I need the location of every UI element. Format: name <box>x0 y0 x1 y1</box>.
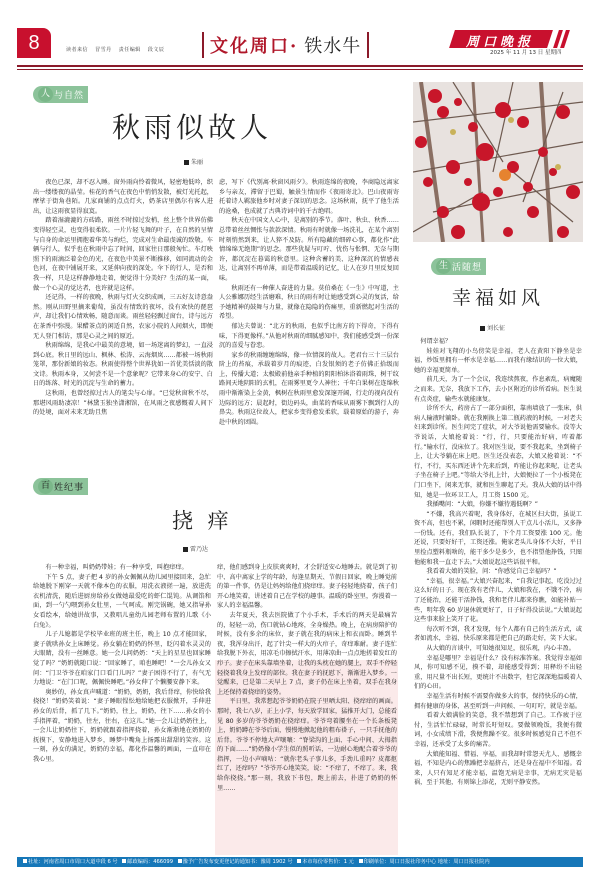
paragraph: 何谓幸福？ <box>420 338 452 345</box>
masthead-divider-right <box>367 32 369 58</box>
paragraph: 虑，写下《代别离·秋窗风雨夕》。秋雨连绵的夜晚，李商隐远离家乡与亲友，滞留于巴蜀，触景生情而作《夜雨寄北》。巴山夜雨寄托着诗人羁旅他乡时对妻子深切的思念。这场秋雨，抚平了他生活的沧桑，也成就了古典诗词中的千古绝唱。 <box>219 179 399 215</box>
editor-credits <box>66 46 169 53</box>
article1-column-1 <box>33 178 213 470</box>
author-name: 雷乃达 <box>190 546 209 553</box>
article1-column-2 <box>219 178 399 470</box>
paragraph: 看着大娘满脸的笑意，我不禁想到了自己。工作疲于应付，生活忙忙碌碌，时常长吁短叹。要做领晚饭，我便有微词，小女成绩下滑，我便焦躁不安。很多时候感觉自己不但不幸福，还承受了太多的痛苦。 <box>414 712 582 748</box>
paragraph: 夜色已深，却不忍入睡。窗外雨向怜着微风，轻密地低吟，织出一缕缕夜的晶莹。桂花的香气在夜色中悄悄发散，被灯光托起，摩挲于街角巷陌。几家商铺的点点灯火，奶茶店里偶尔有客人进出，让这雨夜显得寂寞。 <box>33 179 213 215</box>
paragraph: 去年夏天，我去医院做了个小手术，手术后的两天是最痛苦的，轻轻一动，伤口就钻心地疼，全身燥热。晚上，在病房陪护的时候，没有多余的床位，妻子就在我的病床上和衣而卧。睡到半夜，我浑身出汗，起了针尖一样大的火疖子，奇痒难耐。妻子连忙给我脱下外衣，用凉毛巾擦拭汗水，用薄凉曲一点点地搓着发红的疖子。妻子在床头靠墙坐着，让我的头枕在她的腿上，双手不停轻轻挠着我身上发痒的部位。我在妻子的抚慰下，渐渐进入梦乡。一觉醒来，已是第二天早上 7 点，妻子仍在床上坐着，双手在我身上还保持着挠痒的姿势。 <box>217 611 397 696</box>
logo-text: 周口晚报 <box>466 35 535 50</box>
paragraph: 奥妙的，孙女真声喊道：“奶奶，奶奶，我后背痒，你快给我挠挠！”奶奶笑着说：“妻子睡眼惺忪地给她把衣服掀开，手伸进孙女的后背，抓了几下。”奶奶，往上，奶奶，往下……孙女的小手指挥着，“奶奶，往左，往右，在这儿。”她一会儿让奶奶往上，一会儿让奶奶往下，奶奶就跟着指挥挠着，孙女渐渐地在奶奶的抚摸下，安静地进入梦乡，睡梦中嘴角上扬露出甜甜的笑容。这一刻，孙女的满足，奶奶的幸福，都化作温馨的画面，一直印在我心里。 <box>33 688 211 763</box>
paragraph: 幸福生活有时候不需要你做多大的事，保持快乐的心情，拥有健康的身体，甚至听到一声问候、一句叮咛，就是幸福。 <box>414 692 582 710</box>
footer-square-icon <box>23 859 27 863</box>
byline-square-icon <box>184 160 189 165</box>
paragraph: 我看着大娘的笑脸，问：“你感觉自己幸福吗？” <box>426 568 557 576</box>
paragraph: 前几天，为了一个会议，我连续熬夜，作息紊乱，病魔随之而来。无奈，我放下工作，去小区附近的诊所看病。医生说有点炎症，输些水就能康复。 <box>414 376 582 403</box>
section-badge-life <box>431 258 486 275</box>
footer-price: 本市每份零售价：1 元 <box>302 859 354 865</box>
article-title: 秋雨似故人 <box>112 111 273 144</box>
footer-square-icon <box>122 859 126 863</box>
page-header <box>0 0 600 60</box>
section-masthead <box>202 30 369 60</box>
section-badge-people <box>33 478 88 495</box>
badge-label: 与自然 <box>54 91 85 101</box>
page-number: 8 <box>17 28 51 58</box>
footer-address: 社址：河南省周口市周口大道中段 6 号 <box>28 859 118 865</box>
badge-label: 活随想 <box>452 263 483 273</box>
footer-square-icon <box>297 859 301 863</box>
paragraph: 郁达夫曾说：“北方的秋雨，也似乎比南方的下得奇，下得有味，下得更像样。”从他对秋雨的细腻感知中，我们能感受到一份深沉的喜爱与眷恋。 <box>219 322 399 350</box>
article3-body <box>414 337 582 857</box>
paragraph: 儿子儿媳都是学校毕业班的班主任，晚上 10 点才能回家，妻子就哄孙女上床睡觉。孙女躺在奶奶的怀里，眨闪着水灵灵的大眼睛，没有一丝睡意。她一会儿问奶奶：“天上的星星也回家睡觉了吗？”奶奶就随口说：“回家睡了，咱也睡吧！”一会儿孙女又问：“门卫爷爷在咱家门口看门儿吗？”妻子困得不行了，有气无力地说：“在门口呢，佩佩快睡吧。”孙女伸了个懒腰安静下来。 <box>33 631 211 687</box>
issue-date: 2025 年 11 月 13 日 星期四 <box>490 50 562 56</box>
paragraph: “幸福，很幸福。”大娘兴奋起来，“自我记事起，吃没过过这么好的日子。现在我有老伴儿，大娘和我在，不饿不冷，病了还能治，还能干活挣钱，我和老伴儿都来你瞧，如能补贴一些，明年我 60 岁退休就更好了，日子好得没法说。”大娘说起这些事来脸上笑开了花。 <box>414 577 582 624</box>
paragraph: 踏着湿漉漉的方砖路，雨丝不时掠过发梢，丝上整个世界仿佛变得轻空灵，也变得很柔软。一片片轻飞舞的叶子，在自然的呈情与自身的命运里拥抱着华美与绚烂，完成对生命最虔诚的致敬。车辆与行人，似乎也在秋雨中忘了时间，回家往日那般匆忙。车灯映照下的雨滴泛着金色的光，在夜色中美景不断推移，如同流动的金色河，在夜中铺展开来，又延伸向夜的深处。伞下的行人，是否和我一样，只是这样静静地走着，便觉得十分美好？生活的某一面，做一个心灵的觉达者，也许就是这样。 <box>33 217 213 292</box>
masthead-subtitle: 铁水牛 <box>304 36 362 57</box>
footer-square-icon <box>359 859 363 863</box>
badge-first-char: 百 <box>38 479 53 494</box>
newspaper-logo <box>452 30 572 50</box>
footer-printer: 印刷单位：周口日报社印务中心 地址：周口日报社院内 <box>363 859 490 865</box>
footer-postcode: 邮政编码：466099 <box>127 859 174 865</box>
paragraph: 痒，他们感到身上皮肤爽爽时，才会舒适安心地睡去。就是到了初中、高中离家上学的年龄，每逢星期天、节假日回家，晚上睡觉前的第一件事，仍是让妈妈给他们挠痒痒。妻子轻轻地挠着，孩子们开心地笑着，讲述着自己在学校的趣事。温暖的卧室里，弥漫着一家人的幸福温馨。 <box>217 564 397 610</box>
footer-square-icon <box>178 859 182 863</box>
article2-column-1 <box>33 563 211 855</box>
byline-square-icon <box>183 547 188 552</box>
footer-bar <box>17 857 583 867</box>
paragraph: 幸福是哪里？幸福是什么？没有标准答案。我觉得幸福如风，你可知感不见，摸不着，却能感受得到；用释纷不出轻重，用尺量不出长短，更统计不出数字，但它深深地温暖着人们的心田。 <box>414 654 582 691</box>
paragraph: 还记得，一样的夜晚，秋雨与灯火交织成画，三五好友诗意盎然。刚从田野里摘来葡萄，虽没有情致的夜坏，没有欢快的琵琶声，却让我们心情欢畅，随意而谈。雨丝轻轻飘过窗台，诗与远方在茶香中弥漫。果醋茶点的闲适自然，农家小院的人间烟火，即便无人登门相访，那是心灵之间的原近。 <box>33 294 213 340</box>
article-title: 挠 痒 <box>172 509 233 533</box>
masthead-title: 文化周口· <box>210 36 299 57</box>
article2-column-2 <box>217 563 397 855</box>
article-title: 幸福如风 <box>452 287 545 309</box>
paragraph: 诊所不大，药房占了一部分面积，靠南墙放了一张床，供病人输液时躺卧。就在我刚换上第二瓶药液的时候，一对老夫妇来到诊所。医生问完了症状，对大爷说他需要输水。没等大爷说话，大娘抢着说：“行，行，只要能治好病，咋着都行。”输水行，没床位了。我对医生说，要不我起来，坐到椅子上，让大爷躺在床上吧。医生还没表态，大娘又抢着说：“不行，不行，买东西还讲个先来后到，咋能让你起来呢，让老头子坐在椅子上吧。”等给大爷扎上针，大娘便拉了一个小板凳在门口坐下，闲来无事，就和医生聊起了天。我从大娘的话中得知，她是一位环卫工人，月工资 1500 元。 <box>414 405 582 499</box>
editor-role-1: 读者来信 <box>66 47 89 53</box>
section-badge-nature <box>33 86 88 103</box>
red-crabapple-photo <box>413 82 583 242</box>
article-byline <box>480 323 505 332</box>
paragraph: 从大娘的言谈中，可知她很知足，很乐观，内心丰盈。 <box>426 645 575 652</box>
paragraph: 每次听不到，我才发现，每个人都有自己的生活方式，或者如流水，幸福、快乐原来都是把自己的路走好，笑下大家。 <box>414 625 582 643</box>
footer-ad-license: 豫予广告发布变更登记的通知书：豫周 1902 号 <box>182 859 293 865</box>
editor-name-1: 冒雪丹 <box>95 47 112 53</box>
paragraph: 秋雨还有一种催人奋进的力量。莫伯桑在《一生》中写道，主人公雅娜历经生活磨难，秋日的雨有时让她感受到心灵的复活，给予她精神的鼓舞与力量，就像在隐隐的伤痛里，重新燃起对生活的希望。 <box>219 284 399 321</box>
paragraph: 平日里，我常想起爷爷奶奶在院子里晒太阳、挠痒痒的画面。那时，我七八岁，正上小学，每天放学回家，猛推开大门，总能看见 80 多岁的爷爷奶奶在挠痒痒。爷爷弯着腰坐在一个长条板凳上，奶奶蹲在爷爷后面，慢慢地掀起他的粗布褂子，一只手抚他的后背。爷爷不停地大声嚷嚷：“脊梁沟的上面、手心中间、大拇指的下面……”奶奶像小学生似的照听话，一边耐心地配合着爷爷的指挥，一边小声嘀咕：“就你老头子事儿多，手劲儿重吗？皮都抠红了，还痒吗？”爷爷开心地笑笑，说：“不痒了，不痒了。来，我给你挠挠。”那一刻，我放下书包，跑上前去，扑进了奶奶的怀里…… <box>217 698 397 792</box>
paragraph: 下午 5 点，妻子把 4 岁的孙女佩佩从幼儿园里接回来，急忙给她脱下刚穿一天就不像本色的衣服，用洗衣液搓一遍，放进洗衣机清洗，随后进厨房给孙女做她最爱吃的虾仁馄饨。从调馅和面，到一勺勺喂到孙女肚里，一气呵成。刚完锅碗，她又指导孙女看绘本，给她讲故事，又教唱儿童幼儿园老师布置的儿歌《小白兔》。 <box>33 573 211 629</box>
author-name: 刘长征 <box>487 325 506 332</box>
badge-label: 姓纪事 <box>54 483 85 493</box>
byline-square-icon <box>480 326 485 331</box>
badge-first-char: 人 <box>38 87 53 102</box>
paragraph: 这秋雨，也曾经掠过古人的笔尖与心扉。“已觉秋窗秋不尽，那堪风雨助凄凉！”林黛玉独坐潇湘馆，在风雨之夜感慨着人间下的处境，面对未来无助且焦 <box>33 390 213 417</box>
article-byline <box>183 544 208 553</box>
paragraph: 秋天在中国文人心中，是离别的季节。落叶、秋虫、秋香……总带着丝丝惆怅与款款深情。秋雨有时就像一场洗礼，在某个离别时刻悄然到来，让人猝不及防。所有隐藏的细碎心事，都化作“此情绵绵无绝期”的思念。那些犹疑与叮咛、忧伤与怅惘、无奈与期许，都沉淀在暮霭的秋意里。这种含蓄的美、这种深沉的情感表达，让离别不再单薄，而是带着温暖的记忆，让人在岁月里反复回味。 <box>219 217 399 282</box>
editor-role-2: 责任编辑 <box>118 47 141 53</box>
badge-first-char: 生 <box>436 259 451 274</box>
author-name: 朱丽 <box>191 159 204 166</box>
paragraph: “不嫌，我高兴着呢，我身体好，在城区扫大街，虽说工资不高，但也不累，闲暇时还能帮别人干点儿小活儿，又多挣一份钱。还有，我们队长说了，下个月工资要涨 100 元。他还说，只要好好干，工资还涨。俺家老头儿身体不大好，平日里捡点塑料瓶啥的，能干多少是多少，也不指望他挣钱，只图他能和我一直走下去。”大娘说起这些话很平和。 <box>414 510 582 566</box>
paragraph: 大娘能知福、惜福、享福，而我却时常怨天尤人、感慨幸福，不知是内心的焦躁把幸福挤占，还是身在福中不知福。看来，人只有知足才能幸福，温饱无病是幸事，无病无灾是福祸，至于其他，有则锦上添花，无则平静安然。 <box>414 750 582 787</box>
paragraph: 有一种幸福，叫奶奶带娃；有一种享受，叫抱痒痒。 <box>45 564 188 571</box>
paragraph: 娃娃对飞翔的小鸟傍笑是幸福，老人在黄阳下静坐是幸福，炒饭里拥有一杯水是幸福……而我有缘结识的一位大娘，她的幸福更简单。 <box>414 347 582 374</box>
paragraph: 秋雨绵绵，是我心中最美的意境，如一场迷离的梦幻，一直浸到心底。秋日里的远山、枫林、松涛、云海烟岚……都被一场秋雨笼罩，那份新娘的妆态。秋雨使得整个世界犹如一首优美恬淡的散文诗。秋雨本身，又何尝不是一个意象呢？它带来身心的安宁、白日的练落、时光的沉淀与生命的蓄力。 <box>33 342 213 388</box>
article-byline <box>184 157 203 166</box>
header-rule-thin <box>17 69 583 70</box>
header-rule <box>17 65 583 67</box>
photo-illustration <box>413 82 583 242</box>
editor-name-2: 段文辰 <box>147 47 165 53</box>
paragraph: 家乡的秋雨缠缠绵绵，像一位情深的故人。老君台三十三层台阶上的苔痕，承载着岁月的痕迹，白发银须的老子仿佛正拾级而上，传播大道；太极殿前他亲手种植的阴阳柏沐浴着雨珠，树干纹路间天地阴阳的玄机，在雨雾里更令人神往；千年白果树在连绵秋雨中渐渐染上金黄，枫树在秋雨里愈发深邃开阔，行走的视向没有边际的远方；晨起时，街边码头，曲菜的香味从雨雾下飘到行人的鼻尖。秋雨这位故人，把家乡变得愈发柔软，载着原始的游子，奔赴中秋的团圆。 <box>219 351 399 426</box>
paragraph: 我插嘴问：“大娘，你嫌不嫌待遇低啊？” <box>426 501 538 509</box>
